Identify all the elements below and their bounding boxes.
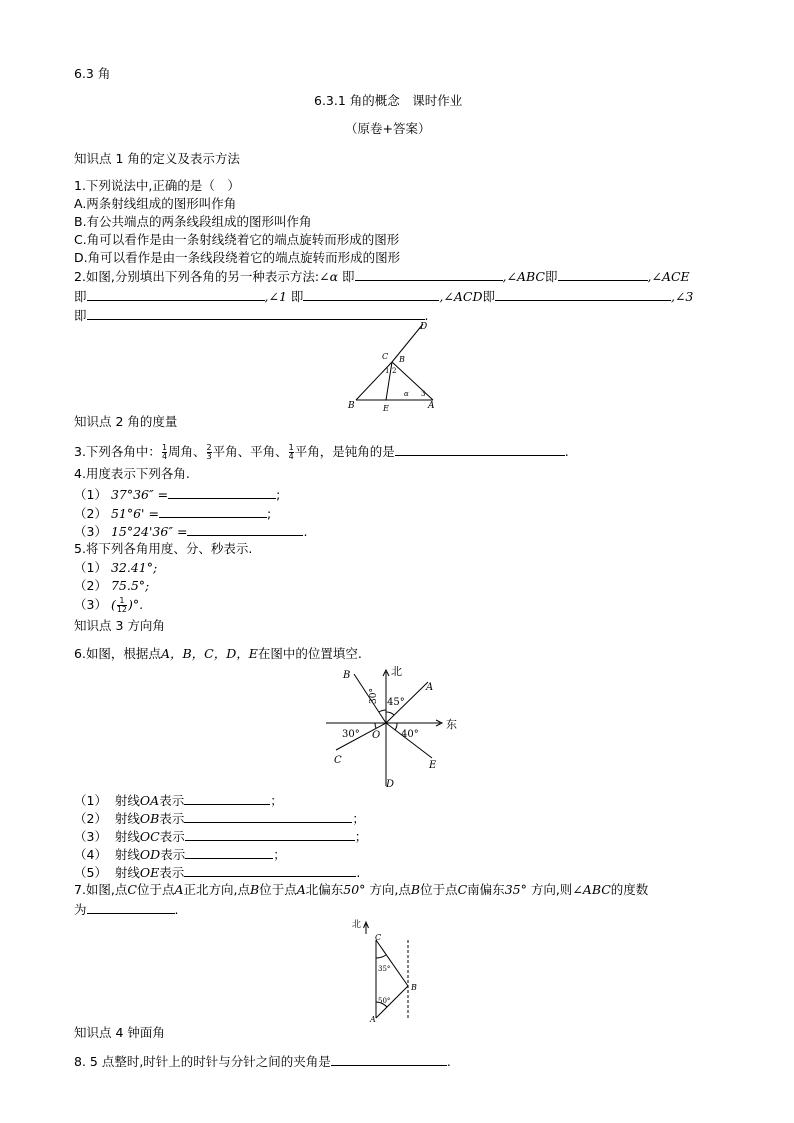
q6-arc-40	[395, 723, 397, 730]
q8-answer-blank[interactable]	[331, 1053, 447, 1066]
q6-label-north: 北	[391, 665, 402, 678]
q1-option-c: C.角可以看作是由一条射线绕着它的端点旋转而形成的图形	[74, 232, 400, 247]
q2-blank-alpha[interactable]	[355, 268, 503, 281]
q7-line-2: 为 .	[74, 902, 179, 917]
q2-blank-abc[interactable]	[558, 268, 648, 281]
q2-label-c: C	[382, 352, 389, 361]
q2-angle-alpha: ∠α	[319, 269, 339, 284]
q1-stem: 1.下列说法中,正确的是（ ）	[74, 178, 240, 193]
q6-label-45: 45°	[387, 697, 405, 708]
q6-item-2: （2） 射线OB表示 ；	[74, 811, 365, 826]
q7-label-north: 北	[352, 920, 362, 930]
q4-blank-2[interactable]	[159, 505, 267, 518]
knowledge-point-2-heading: 知识点 2 角的度量	[74, 414, 178, 429]
q6-blank-oc[interactable]	[185, 828, 355, 841]
q6-label-c: C	[334, 755, 342, 766]
q2-label-b: B	[348, 401, 355, 411]
knowledge-point-3-heading: 知识点 3 方向角	[74, 618, 165, 633]
page-subtitle: （原卷+答案）	[345, 121, 431, 136]
q2-text: .	[424, 308, 429, 323]
q3-answer-blank[interactable]	[395, 443, 565, 456]
q6-label-40: 40°	[401, 729, 419, 740]
q2-text: 即	[482, 289, 495, 304]
q7-label-c: C	[375, 933, 382, 942]
q7-arc-35	[376, 955, 386, 958]
q8-line: 8. 5 点整时,时针上的时针与分针之间的夹角是 .	[74, 1054, 451, 1069]
q2-text: 即	[74, 308, 87, 323]
q7-label-a: A	[370, 1015, 376, 1024]
q7-answer-blank[interactable]	[87, 901, 175, 914]
page-title: 6.3.1 角的概念 课时作业	[314, 93, 463, 108]
q3-fraction-3: $\frac{1}{4}$	[288, 443, 294, 461]
q2-label-e: E	[383, 404, 389, 413]
q6-label-d: D	[386, 779, 395, 790]
q2-angle-abc: ,∠ABC	[502, 269, 545, 284]
q6-blank-ob[interactable]	[184, 810, 352, 823]
q2-label-1: 1	[385, 367, 390, 375]
q6-item-4: （4） 射线OD表示 ；	[74, 847, 286, 862]
q6-item-5: （5） 射线OE表示 .	[74, 865, 361, 880]
q6-label-30-north: 30°	[369, 688, 379, 704]
q2-label-2: 2	[392, 367, 397, 375]
q1-option-a: A.两条射线组成的图形叫作角	[74, 196, 237, 211]
q6-label-a: A	[426, 682, 434, 693]
q7-label-b: B	[411, 983, 417, 992]
q2-angle-1: ,∠1	[264, 289, 287, 304]
q6-arc-45	[386, 712, 394, 715]
knowledge-point-4-heading: 知识点 4 钟面角	[74, 1025, 165, 1040]
q2-blank-1[interactable]	[303, 288, 439, 301]
q6-label-30-west: 30°	[342, 729, 360, 740]
q6-item-3: （3） 射线OC表示 ；	[74, 829, 368, 844]
q3-fraction-2: $\frac{2}{3}$	[206, 443, 212, 461]
q3-line	[74, 442, 569, 462]
q2-line-1	[74, 268, 690, 285]
q2-angle-3: ,∠3	[670, 289, 694, 304]
q2-text: 即	[286, 289, 304, 304]
q4-item-3: （3） 15°24'36″ = .	[74, 524, 308, 539]
q6-direction-figure	[320, 662, 470, 792]
q6-label-e: E	[429, 760, 437, 771]
q7-line-1: 7.如图,点C位于点A正北方向,点B位于点A北偏东50° 方向,点B位于点C南偏东35° 方向,则∠ABC的度数	[74, 882, 649, 897]
q6-blank-oa[interactable]	[184, 792, 270, 805]
q2-text: 2.如图,分别填出下列各角的另一种表示方法:	[74, 269, 320, 284]
q2-text: 即	[74, 289, 87, 304]
q4-blank-3[interactable]	[187, 523, 303, 536]
q6-label-b: B	[343, 670, 351, 681]
q2-blank-ace[interactable]	[87, 288, 265, 301]
q2-text: 即	[338, 269, 355, 284]
q4-item-1: （1） 37°36″ = ;	[74, 487, 281, 502]
q2-angle-acd: ,∠ACD	[439, 289, 483, 304]
q3-text: 3.下列各角中：	[74, 444, 161, 459]
q1-option-b: B.有公共端点的两条线段组成的图形叫作角	[74, 214, 312, 229]
q7-label-50: 50°	[378, 997, 391, 1005]
q2-label-alpha: α	[404, 390, 409, 398]
q2-label-b-top: B	[399, 355, 405, 364]
q7-label-35: 35°	[378, 965, 391, 973]
q3-text: 平角，是钝角的是	[294, 444, 395, 459]
q6-blank-od[interactable]	[185, 846, 273, 859]
q2-label-d: D	[420, 322, 428, 332]
q3-text: 周角、	[168, 444, 206, 459]
q2-blank-acd[interactable]	[495, 288, 671, 301]
q6-item-1: （1） 射线OA表示 ；	[74, 793, 283, 808]
q1-option-d: D.角可以看作是由一条线段绕着它的端点旋转而形成的图形	[74, 250, 401, 265]
q2-angle-ace: ,∠ACE	[647, 269, 690, 284]
q5-item-3: （3） ( $\frac{1}{12}$ )°.	[74, 596, 144, 614]
q5-stem: 5.将下列各角用度、分、秒表示.	[74, 541, 253, 556]
q4-stem: 4.用度表示下列各角.	[74, 466, 190, 481]
q6-label-o: O	[372, 730, 381, 741]
q2-text: 即	[545, 269, 558, 284]
section-label: 6.3 角	[74, 66, 111, 81]
q3-text: 平角、平角、	[212, 444, 288, 459]
q5-fraction: $\frac{1}{12}$	[116, 596, 128, 614]
q4-item-2: （2） 51°6' = ;	[74, 506, 272, 521]
q5-item-1: （1） 32.41°;	[74, 560, 158, 575]
q2-triangle-figure	[340, 318, 440, 412]
q6-stem: 6.如图，根据点A，B，C，D，E在图中的位置填空.	[74, 646, 362, 661]
q2-line-ca	[392, 362, 433, 400]
q2-label-a: A	[428, 401, 435, 411]
knowledge-point-1-heading: 知识点 1 角的定义及表示方法	[74, 151, 240, 166]
q6-arc-30-west	[375, 723, 376, 728]
q2-line-cd	[392, 324, 423, 362]
q7-figure	[352, 912, 428, 1024]
q6-label-east: 东	[446, 718, 457, 731]
q5-item-2: （2） 75.5°;	[74, 578, 150, 593]
q3-text: .	[564, 444, 569, 459]
q7-line-cb	[376, 940, 408, 986]
q4-blank-1[interactable]	[168, 486, 276, 499]
q2-line-2	[74, 288, 693, 305]
q2-label-3: 3	[421, 390, 426, 398]
q6-arc-30-north	[379, 710, 386, 712]
q3-fraction-1: $\frac{1}{4}$	[161, 443, 168, 461]
q6-blank-oe[interactable]	[184, 864, 356, 877]
